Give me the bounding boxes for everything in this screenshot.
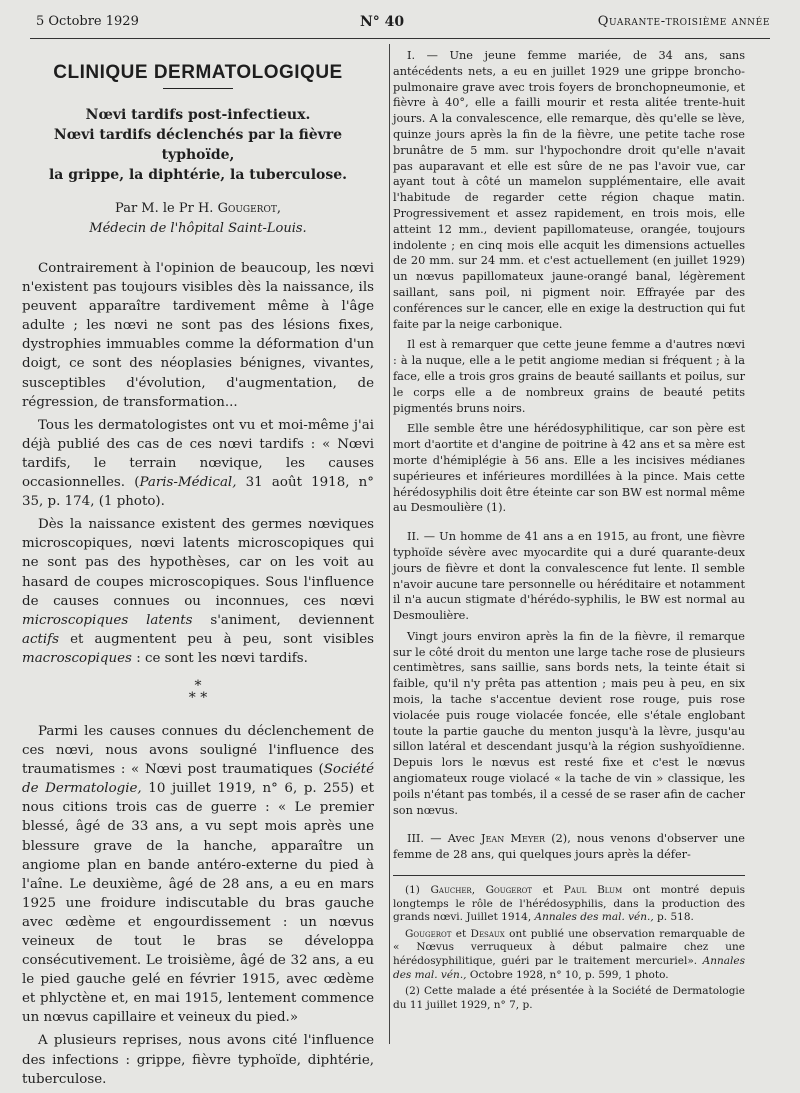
author-prefix: Par M. le Pr H.	[115, 201, 214, 216]
text-run: s'animent, deviennent	[192, 612, 374, 628]
text-run: 10 juillet 1919, n° 6, p. 255) et nous citions trois cas de guerre : « Le premier blessé, âgé de 33 ans, a vu sept mois après une blessure grave de la hanche, apparaître un angiome plan en bande antéro-externe du pied à l'aîne. Le deuxième, âgé de 28 ans, a eu en mars 1925 une froidure indiscutable du bras gauche avec œdème et engourdissement : un nœvus veineux de tout le bras se développa consécutivement. Le troisième, âgé de 32 ans, a eu le pied gauche gelé en février 1915, avec œdème et phlyctène et, en mai 1915, lentement commence un nœvus capillaire et veineux du pied.»	[22, 781, 374, 1026]
byline	[22, 199, 374, 239]
text-run: et augmentent peu à peu, sont visibles	[58, 631, 374, 647]
author-name: Jean Meyer	[481, 832, 545, 846]
article-title-line-3: la grippe, la diphtérie, la tuberculose.	[48, 167, 348, 183]
text-run: et	[451, 927, 471, 940]
case-1-paragraph: I. — Une jeune femme mariée, de 34 ans, sans antécédents nets, a eu en juillet 1929 une grippe broncho-pulmonaire grave avec trois foyers de bronchopneumonie, et fièvre à 40°, elle a failli mourir et resta alitée trente-huit jours. A la convalescence, elle remarque, dès qu'elle se lève, quinze jours après la fin de la fièvre, une petite tache rose brunâtre de 5 mm. sur l'hypochondre droit qu'elle n'avait pas auparavant et elle est sûre de ne pas l'avoir vue, car ayant tout à côté un mamelon supplémentaire, elle avait l'habitude de regarder cette région chaque matin. Progressivement et assez rapidement, en trois mois, elle atteint 12 mm., devient papillomateuse, orangée, toujours indolente ; en cinq mois elle acquit les dimensions actuelles de 20 mm. sur 24 mm. et c'est actuellement (en juillet 1929) un nœvus papillomateux jaune-orangé banal, légèrement saillant, sans poil, ni pigment noir. Effrayée par des conférences sur le cancer, elle en exige la destruction qui fut faite par la neige carbonique.	[393, 49, 745, 331]
text-run: (1)	[405, 884, 431, 897]
paragraph-infections: A plusieurs reprises, nous avons cité l'influence des infections : grippe, fièvre typhoïde, diphtérie, tuberculose.	[22, 1033, 374, 1087]
article-title	[22, 105, 374, 185]
text-run: Parmi les causes connues du déclenchement de ces nœvi, nous avons souligné l'influence des traumatismes : « Nœvi post traumatiques (	[22, 723, 374, 778]
paragraph-previous-work	[22, 416, 374, 511]
text-run: Octobre 1928, n° 10, p. 599, 1 photo.	[466, 968, 669, 981]
title-rule	[163, 88, 233, 89]
footnote-rule	[393, 875, 745, 876]
author-name: Paul Blum	[563, 884, 623, 897]
author-role: Médecin de l'hôpital Saint-Louis.	[89, 221, 307, 236]
case-2-evolution: Vingt jours environ après la fin de la fièvre, il remarque sur le côté droit du menton une large tache rose de plusieurs centimètres, sans saillie, sans bords nets, la teinte était si faible, qu'il n'y prêta pas attention ; mais peu à peu, en six mois, la tache s'accentue devient rose rouge, puis rose violacée puis rouge violacée foncée, elle s'étale englobant toute la partie gauche du menton jusqu'à la lèvre, jusqu'au sillon latéral et descendant jusqu'à la région sushyoïdienne. Depuis lors le nœvus est resté fixe et c'est le nœvus angiomateux rouge violacé « la tache de vin » classique, les poils n'étant pas tombés, il a cessé de se raser afin de cacher son nœvus.	[393, 629, 745, 817]
journal-citation: Société de Dermatologie,	[22, 762, 374, 797]
text-run: : ce sont les nœvi tardifs.	[131, 650, 308, 666]
right-column	[393, 48, 745, 1015]
author-name: Gaucher, Gougerot	[430, 884, 533, 897]
text-run: III. — Avec	[407, 832, 482, 846]
text-run: ont publié une observation remarquable de « Nœvus verruqueux à début palmaire chez une hérédosyphilitique, guéri par le traitement mercuriel».	[393, 927, 745, 968]
header-issue-number: N° 40	[360, 14, 405, 30]
header-date: 5 Octobre 1929	[36, 14, 139, 29]
left-column	[22, 62, 374, 1093]
column-divider	[389, 44, 390, 1044]
article-title-line-1: Nœvi tardifs post-infectieux.	[85, 107, 311, 123]
author-name: Gougerot,	[217, 201, 281, 216]
text-run: Dès la naissance existent des germes nœviques microscopiques, nœvi latents microscopiques qui ne sont pas des hypothèses, car on les voit au hasard de coupes microscopiques. Sous l'influence de causes connues ou inconnues, ces nœvi	[22, 517, 374, 609]
footnote-2: (2) Cette malade a été présentée à la Société de Dermatologie du 11 juillet 1929, n° 7, p.	[393, 985, 745, 1011]
text-run: 31 août 1918, n° 35, p. 174, (1 photo).	[22, 475, 374, 510]
article-title-line-2: Nœvi tardifs déclenchés par la fièvre typhoïde,	[53, 127, 343, 163]
case-3-paragraph	[393, 831, 745, 863]
author-name: Gougerot	[405, 927, 452, 940]
paragraph-intro: Contrairement à l'opinion de beaucoup, les nœvi n'existent pas toujours visibles dès la naissance, ils peuvent apparaître tardivement même à l'âge adulte ; les nœvi ne sont pas des lésions fixes, dystrophies immuables comme la déformation d'un doigt, ce sont des néoplasies bénignes, vivantes, susceptibles d'évolution, d'augmentation, de régression, de transformation...	[22, 261, 374, 410]
text-run: Tous les dermatologistes ont vu et moi-même j'ai déjà publié des cas de ces nœvi tardifs : « Nœvi tardifs, le terrain nœvique, les causes occasionnelles. (	[22, 417, 374, 491]
journal-citation: Annales des mal. vén.,	[393, 955, 745, 981]
case-1-heredosyphilis: Elle semble être une hérédosyphilitique, car son père est mort d'aortite et d'angine de poitrine à 42 ans et sa mère est morte d'hémiplégie à 56 ans. Elle a les incisives médianes supérieures et inférieures mordillées à la pince. Mais cette hérédosyphilis doit être éteinte car son BW est normal même au Desmoulière (1).	[393, 422, 745, 515]
paragraph-latent-naevi	[22, 515, 374, 668]
paragraph-trauma-causes	[22, 722, 374, 1028]
author-name: Desaux	[470, 927, 505, 940]
footnote-1-continued	[393, 928, 745, 982]
emphasis: macroscopiques	[22, 650, 132, 666]
running-header	[30, 14, 770, 34]
journal-citation: Paris-Médical,	[139, 475, 237, 491]
spacer	[393, 823, 745, 831]
section-title: CLINIQUE DERMATOLOGIQUE	[53, 62, 343, 83]
text-run: (2), nous venons d'observer une femme de 28 ans, qui quelques jours après la défer-	[393, 832, 745, 862]
journal-citation: Annales des mal. vén.,	[534, 911, 654, 924]
case-1-other-naevi: Il est à remarquer que cette jeune femme a d'autres nœvi : à la nuque, elle a le petit angiome median si fréquent ; à la face, elle a trois gros grains de beauté saillants et poilus, sur le corps elle a de nombreux grains de beauté petits pigmentés bruns noirs.	[393, 338, 745, 415]
header-year: Quarante-troisième année	[597, 14, 770, 29]
header-rule	[30, 38, 770, 39]
footnote-1	[393, 884, 745, 925]
case-2-paragraph: II. — Un homme de 41 ans a en 1915, au front, une fièvre typhoïde sévère avec myocardite qui a duré quarante-deux jours de fièvre et dont la convalescence fut lente. Il semble n'avoir aucune tare personnelle ou héréditaire et notamment il n'a aucun stigmate d'hérédo-syphilis, le BW est normal au Desmoulière.	[393, 530, 745, 623]
emphasis: actifs	[22, 631, 59, 647]
emphasis: microscopiques latents	[22, 612, 193, 628]
spacer	[393, 521, 745, 529]
text-run: et	[532, 884, 564, 897]
text-run: p. 518.	[653, 911, 694, 924]
text-run: ont montré depuis longtemps le rôle de l'hérédosyphilis, dans la production des grands nœvi. Juillet 1914,	[393, 884, 746, 924]
section-break-asterism: * * *	[188, 677, 208, 706]
